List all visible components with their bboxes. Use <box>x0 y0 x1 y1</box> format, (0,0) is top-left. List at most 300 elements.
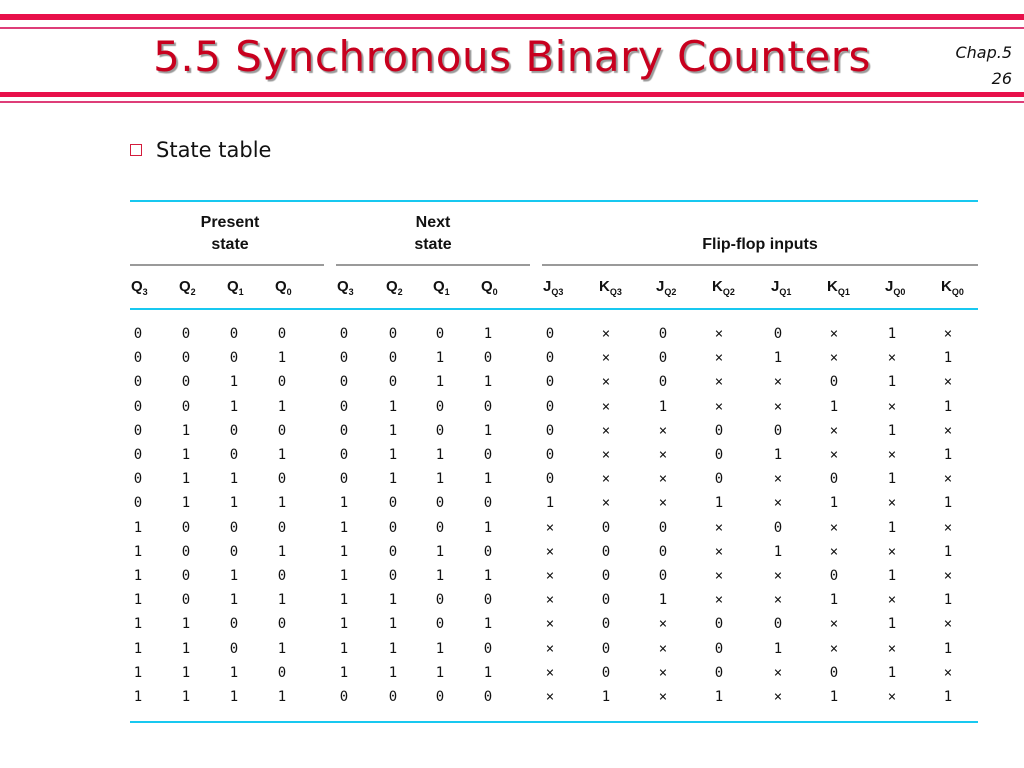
table-cell: × <box>601 374 611 391</box>
table-cell: 1 <box>887 374 897 391</box>
table-cell: 0 <box>435 495 445 512</box>
table-cell: 1 <box>388 664 398 681</box>
table-cell: × <box>658 640 668 657</box>
table-cell: 0 <box>181 398 191 415</box>
table-cell: 0 <box>229 422 239 439</box>
table-cell: × <box>887 350 897 367</box>
table-cell: 0 <box>435 519 445 536</box>
column-header-base: J <box>543 278 552 295</box>
column-header-base: K <box>827 278 838 295</box>
table-cell: × <box>829 519 839 536</box>
top-thin-stripe <box>0 27 1024 29</box>
table-cell: 0 <box>773 616 783 633</box>
table-cell: 1 <box>435 447 445 463</box>
table-cell: 0 <box>435 422 445 439</box>
table-cell: × <box>829 350 839 367</box>
table-cell: 0 <box>388 495 398 512</box>
table-cell: × <box>773 398 783 415</box>
table-cell: 1 <box>545 495 555 512</box>
table-cell: 0 <box>435 689 445 705</box>
table-cell: 1 <box>773 640 783 657</box>
table-cell: 0 <box>773 422 783 439</box>
table-cell: 0 <box>829 568 839 584</box>
column-header <box>275 278 292 297</box>
table-cell: 1 <box>339 495 349 512</box>
table-cell: 0 <box>339 689 349 705</box>
table-cell: 1 <box>435 568 445 584</box>
table-cell: 0 <box>601 592 611 609</box>
table-cell: × <box>658 422 668 439</box>
column-header <box>656 278 676 297</box>
table-cell: 0 <box>601 640 611 657</box>
table-cell: 0 <box>277 471 287 488</box>
table-cell: 1 <box>133 568 143 584</box>
table-cell: 1 <box>339 664 349 681</box>
table-cell: 0 <box>658 374 668 391</box>
table-cell: × <box>773 568 783 584</box>
column-header <box>771 278 791 297</box>
column-header-base: J <box>771 278 780 295</box>
table-cell: 1 <box>339 616 349 633</box>
table-cell: 1 <box>388 592 398 609</box>
table-cell: 1 <box>773 543 783 560</box>
table-cell: 1 <box>773 350 783 367</box>
table-cell: 0 <box>829 471 839 488</box>
present-header-line2: state <box>211 236 249 253</box>
table-cell: 0 <box>133 447 143 463</box>
column-header-base: Q <box>386 278 398 295</box>
table-cell: 0 <box>277 568 287 584</box>
table-cell: 0 <box>545 447 555 463</box>
table-cell: × <box>829 616 839 633</box>
table-cell: 0 <box>601 616 611 633</box>
table-cell: 0 <box>483 689 493 705</box>
table-cell: 1 <box>829 689 839 705</box>
table-cell: 0 <box>133 374 143 391</box>
table-cell: 1 <box>181 664 191 681</box>
table-cell: 0 <box>601 543 611 560</box>
table-cell: 0 <box>133 326 143 342</box>
table-cell: × <box>714 326 724 342</box>
table-cell: 1 <box>181 616 191 633</box>
table-cell: × <box>601 422 611 439</box>
table-cell: × <box>545 592 555 609</box>
present-header-line1: Present <box>200 214 260 231</box>
column-header-base: Q <box>337 278 349 295</box>
table-cell: 0 <box>339 447 349 463</box>
table-cell: × <box>887 592 897 609</box>
table-cell: 0 <box>545 398 555 415</box>
table-cell: 0 <box>714 471 724 488</box>
table-cell: 0 <box>658 568 668 584</box>
table-cell: 0 <box>658 543 668 560</box>
column-header-subscript: Q1 <box>779 287 792 297</box>
table-cell: 0 <box>229 326 239 342</box>
table-cell: 1 <box>943 350 953 367</box>
next-state-header <box>373 212 493 256</box>
table-cell: × <box>773 471 783 488</box>
table-cell: 1 <box>133 616 143 633</box>
table-cell: 0 <box>829 664 839 681</box>
table-cell: 0 <box>229 616 239 633</box>
table-cell: 1 <box>181 689 191 705</box>
table-cell: 1 <box>658 592 668 609</box>
table-cell: 0 <box>714 447 724 463</box>
table-cell: 1 <box>943 592 953 609</box>
table-cell: × <box>714 568 724 584</box>
table-cell: 0 <box>339 471 349 488</box>
column-header-base: J <box>656 278 665 295</box>
table-cell: × <box>887 398 897 415</box>
chapter-label: Chap.5 <box>955 43 1012 62</box>
table-cell: 1 <box>339 543 349 560</box>
table-cell: 1 <box>829 398 839 415</box>
table-cell: × <box>943 326 953 342</box>
table-cell: 0 <box>829 374 839 391</box>
table-cell: 0 <box>133 422 143 439</box>
table-cell: 1 <box>483 326 493 342</box>
column-header-base: K <box>941 278 952 295</box>
table-cell: × <box>829 422 839 439</box>
table-cell: 1 <box>277 495 287 512</box>
table-cell: 0 <box>133 495 143 512</box>
table-cell: 1 <box>229 398 239 415</box>
table-cell: 1 <box>339 519 349 536</box>
table-cell: 1 <box>277 543 287 560</box>
table-cell: 0 <box>277 422 287 439</box>
table-cell: × <box>658 471 668 488</box>
table-cell: 0 <box>773 326 783 342</box>
table-cell: 0 <box>658 350 668 367</box>
column-header-base: J <box>885 278 894 295</box>
table-cell: × <box>887 447 897 463</box>
table-cell: 1 <box>277 398 287 415</box>
column-header-base: Q <box>179 278 191 295</box>
table-cell: 1 <box>714 495 724 512</box>
table-cell: 1 <box>388 422 398 439</box>
table-cell: 1 <box>277 350 287 367</box>
table-cell: 1 <box>483 616 493 633</box>
table-cell: 1 <box>181 447 191 463</box>
table-cell: 1 <box>773 447 783 463</box>
chapter-page-label <box>955 40 1012 92</box>
table-cell: 0 <box>773 519 783 536</box>
table-cell: × <box>714 350 724 367</box>
table-cell: 1 <box>388 398 398 415</box>
table-cell: 1 <box>435 374 445 391</box>
top-stripe <box>0 14 1024 20</box>
column-header-subscript: 3 <box>142 287 148 297</box>
table-cell: 1 <box>133 640 143 657</box>
column-header-base: Q <box>433 278 445 295</box>
table-cell: 0 <box>658 326 668 342</box>
table-cell: 1 <box>277 447 287 463</box>
column-header-subscript: Q0 <box>893 287 906 297</box>
table-cell: × <box>943 664 953 681</box>
table-bottom-rule <box>130 721 978 723</box>
table-cell: 0 <box>388 374 398 391</box>
table-cell: 0 <box>181 568 191 584</box>
table-cell: 0 <box>435 326 445 342</box>
next-header-line1: Next <box>415 214 451 231</box>
column-header <box>885 278 905 297</box>
column-header-subscript: 0 <box>492 287 498 297</box>
table-cell: × <box>601 398 611 415</box>
table-cell: 1 <box>483 568 493 584</box>
table-cell: 1 <box>483 422 493 439</box>
table-cell: 0 <box>388 543 398 560</box>
table-cell: × <box>601 471 611 488</box>
column-header <box>131 278 148 297</box>
table-cell: 0 <box>658 519 668 536</box>
table-cell: × <box>887 640 897 657</box>
table-cell: 0 <box>545 471 555 488</box>
table-cell: 1 <box>435 664 445 681</box>
table-cell: 1 <box>658 398 668 415</box>
column-header-subscript: 1 <box>238 287 244 297</box>
table-cell: 1 <box>229 471 239 488</box>
table-cell: × <box>829 447 839 463</box>
table-cell: 1 <box>229 664 239 681</box>
table-cell: × <box>773 592 783 609</box>
table-cell: × <box>943 471 953 488</box>
table-cell: 1 <box>887 471 897 488</box>
column-header-subscript: 0 <box>286 287 292 297</box>
column-header-subscript: 2 <box>190 287 196 297</box>
table-cell: 1 <box>388 616 398 633</box>
table-cell: 1 <box>133 592 143 609</box>
table-cell: 1 <box>181 471 191 488</box>
bullet-text: State table <box>156 138 272 162</box>
table-cell: 0 <box>388 568 398 584</box>
table-cell: 1 <box>943 640 953 657</box>
column-header-subscript: Q2 <box>722 287 735 297</box>
table-cell: 1 <box>229 568 239 584</box>
table-cell: × <box>714 543 724 560</box>
table-cell: 1 <box>483 374 493 391</box>
table-cell: 0 <box>483 447 493 463</box>
table-cell: 1 <box>943 689 953 705</box>
table-cell: 1 <box>388 640 398 657</box>
table-cell: × <box>829 640 839 657</box>
table-cell: 0 <box>133 350 143 367</box>
column-header-subscript: Q0 <box>951 287 964 297</box>
table-cell: 0 <box>435 616 445 633</box>
table-cell: 0 <box>435 592 445 609</box>
page-number: 26 <box>991 69 1012 88</box>
table-cell: 0 <box>388 350 398 367</box>
column-header-subscript: Q1 <box>837 287 850 297</box>
column-header-subscript: Q3 <box>609 287 622 297</box>
next-underline <box>336 264 530 266</box>
table-cell: 0 <box>181 374 191 391</box>
table-cell: 1 <box>339 568 349 584</box>
table-cell: 0 <box>483 398 493 415</box>
table-cell: 0 <box>601 664 611 681</box>
table-cell: × <box>943 374 953 391</box>
table-cell: 1 <box>339 640 349 657</box>
table-cell: 0 <box>483 350 493 367</box>
table-cell: × <box>943 519 953 536</box>
column-header-base: Q <box>131 278 143 295</box>
table-cell: × <box>545 519 555 536</box>
table-cell: 0 <box>545 422 555 439</box>
column-header-base: Q <box>227 278 239 295</box>
column-header <box>386 278 403 297</box>
table-cell: × <box>658 447 668 463</box>
table-cell: × <box>545 616 555 633</box>
table-cell: × <box>829 543 839 560</box>
table-cell: 1 <box>483 471 493 488</box>
table-cell: 1 <box>339 592 349 609</box>
table-cell: 1 <box>601 689 611 705</box>
table-cell: × <box>829 326 839 342</box>
table-cell: × <box>658 495 668 512</box>
table-cell: 0 <box>229 447 239 463</box>
table-cell: × <box>714 592 724 609</box>
column-header <box>179 278 196 297</box>
table-cell: 0 <box>339 326 349 342</box>
table-cell: × <box>545 664 555 681</box>
table-cell: 1 <box>943 495 953 512</box>
table-cell: 0 <box>483 592 493 609</box>
table-cell: 0 <box>483 543 493 560</box>
column-header-subscript: 1 <box>444 287 450 297</box>
table-cell: 0 <box>181 519 191 536</box>
table-top-rule <box>130 200 978 202</box>
table-cell: 0 <box>339 398 349 415</box>
table-cell: 0 <box>483 495 493 512</box>
table-cell: 1 <box>229 374 239 391</box>
table-cell: × <box>545 568 555 584</box>
table-cell: 0 <box>181 326 191 342</box>
table-cell: 0 <box>545 350 555 367</box>
table-cell: 1 <box>887 422 897 439</box>
table-cell: 1 <box>714 689 724 705</box>
table-cell: 0 <box>229 519 239 536</box>
header-bottom-stripe <box>0 92 1024 97</box>
table-cell: 1 <box>277 689 287 705</box>
table-cell: 0 <box>601 568 611 584</box>
table-cell: 1 <box>887 568 897 584</box>
header-bottom-thin-stripe <box>0 101 1024 103</box>
table-cell: 0 <box>229 350 239 367</box>
table-cell: × <box>887 495 897 512</box>
table-cell: × <box>773 374 783 391</box>
table-cell: 0 <box>277 616 287 633</box>
table-cell: × <box>714 398 724 415</box>
table-cell: 0 <box>339 350 349 367</box>
table-cell: 0 <box>714 616 724 633</box>
table-cell: 1 <box>435 543 445 560</box>
table-cell: 0 <box>133 398 143 415</box>
present-underline <box>130 264 324 266</box>
table-cell: 0 <box>277 664 287 681</box>
table-cell: 1 <box>229 495 239 512</box>
table-cell: 0 <box>388 689 398 705</box>
column-header <box>227 278 244 297</box>
table-cell: 1 <box>829 592 839 609</box>
table-cell: × <box>714 374 724 391</box>
table-cell: 1 <box>887 519 897 536</box>
column-header-subscript: Q3 <box>551 287 564 297</box>
table-cell: 1 <box>943 543 953 560</box>
column-header <box>599 278 622 297</box>
table-cell: 0 <box>181 592 191 609</box>
table-cell: × <box>601 326 611 342</box>
table-cell: 0 <box>181 543 191 560</box>
table-cell: 1 <box>181 640 191 657</box>
table-cell: 1 <box>483 519 493 536</box>
column-header <box>712 278 735 297</box>
table-cell: 0 <box>714 640 724 657</box>
column-header-subscript: Q2 <box>664 287 677 297</box>
table-cell: 0 <box>181 350 191 367</box>
column-header-base: K <box>712 278 723 295</box>
table-cell: 0 <box>388 519 398 536</box>
table-cell: 0 <box>277 519 287 536</box>
state-table <box>130 200 978 724</box>
table-cell: 0 <box>133 471 143 488</box>
table-cell: × <box>545 689 555 705</box>
table-cell: 1 <box>181 422 191 439</box>
table-cell: 1 <box>388 447 398 463</box>
column-header-subscript: 2 <box>397 287 403 297</box>
table-cell: 1 <box>229 689 239 705</box>
column-header-subscript: 3 <box>348 287 354 297</box>
table-cell: × <box>545 640 555 657</box>
table-cell: 0 <box>277 326 287 342</box>
column-header <box>543 278 563 297</box>
table-cell: × <box>943 422 953 439</box>
table-cell: 1 <box>133 664 143 681</box>
table-cell: 1 <box>435 350 445 367</box>
table-cell: 1 <box>943 447 953 463</box>
table-cell: 1 <box>133 543 143 560</box>
table-cell: × <box>658 664 668 681</box>
table-cell: 1 <box>483 664 493 681</box>
table-cell: × <box>887 689 897 705</box>
present-state-header <box>170 212 290 256</box>
table-cell: × <box>545 543 555 560</box>
table-cell: 0 <box>339 422 349 439</box>
column-header-base: Q <box>481 278 493 295</box>
table-cell: 0 <box>714 664 724 681</box>
square-bullet-icon <box>130 144 142 156</box>
table-cell: 0 <box>229 543 239 560</box>
table-cell: × <box>658 616 668 633</box>
table-cell: 0 <box>277 374 287 391</box>
table-cell: 1 <box>435 471 445 488</box>
table-cell: × <box>773 495 783 512</box>
table-cell: 0 <box>601 519 611 536</box>
table-cell: 0 <box>435 398 445 415</box>
slide-title: 5.5 Synchronous Binary Counters <box>153 32 871 81</box>
bullet-item <box>130 138 271 162</box>
table-cell: 1 <box>133 519 143 536</box>
table-cell: × <box>601 495 611 512</box>
table-cell: 0 <box>483 640 493 657</box>
table-cell: 1 <box>229 592 239 609</box>
table-cell: 0 <box>545 326 555 342</box>
table-cell: × <box>601 350 611 367</box>
table-cell: 0 <box>339 374 349 391</box>
table-cell: 0 <box>229 640 239 657</box>
table-cell: 1 <box>435 640 445 657</box>
ff-underline <box>542 264 978 266</box>
table-cell: × <box>943 568 953 584</box>
table-cell: 0 <box>545 374 555 391</box>
